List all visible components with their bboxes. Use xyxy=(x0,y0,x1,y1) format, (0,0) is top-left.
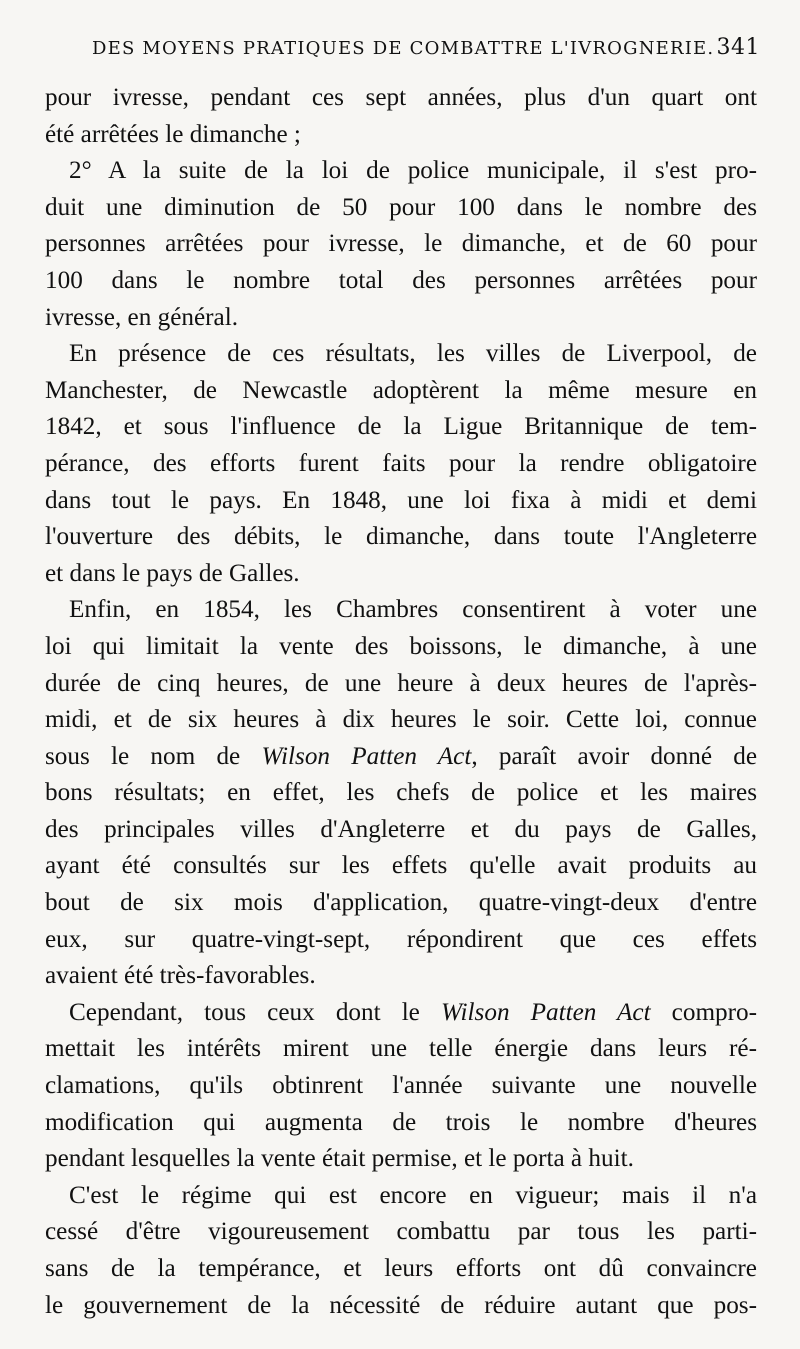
text-line: Enfin, en 1854, les Chambres consentirent à voter une xyxy=(69,596,757,624)
running-head xyxy=(92,35,760,68)
text-line: Manchester, de Newcastle adoptèrent la même mesure en xyxy=(45,376,757,404)
text-line: loi qui limitait la vente des boissons, le dimanche, à une xyxy=(45,632,757,660)
text-line: midi, et de six heures à dix heures le soir. Cette loi, connue xyxy=(45,706,757,734)
body-text xyxy=(45,80,757,1324)
text-line: des principales villes d'Angleterre et du pays de Galles, xyxy=(45,815,757,843)
text-line: avaient été très-favorables. xyxy=(45,962,316,990)
text-line: dans tout le pays. En 1848, une loi fixa à midi et demi xyxy=(45,486,757,514)
text-line: mettait les intérêts mirent une telle énergie dans leurs ré- xyxy=(45,1035,757,1063)
text-line: pérance, des efforts furent faits pour la rendre obligatoire xyxy=(45,449,757,477)
text-line: pour ivresse, pendant ces sept années, plus d'un quart ont xyxy=(45,84,757,111)
italic-act-name: Wilson Patten Act xyxy=(261,742,472,770)
text-line-with-italic xyxy=(45,739,757,776)
text-line: durée de cinq heures, de une heure à deux heures de l'après- xyxy=(45,669,757,697)
text-line: 1842, et sous l'influence de la Ligue Britannique de tem- xyxy=(45,413,757,441)
text-line: été arrêtées le dimanche ; xyxy=(45,120,301,148)
text-line: pendant lesquelles la vente était permise, et le porta à huit. xyxy=(45,1145,634,1173)
text-line: ivresse, en général. xyxy=(45,303,239,331)
text-line: ayant été consultés sur les effets qu'elle avait produits au xyxy=(45,852,757,880)
text-line: C'est le régime qui est encore en vigueur; mais il n'a xyxy=(69,1181,757,1209)
text-fragment: sous le nom de xyxy=(45,742,262,770)
text-fragment: , paraît avoir donné de xyxy=(471,742,757,770)
running-head-title: DES MOYENS PRATIQUES DE COMBATTRE L'IVROGNERIE. xyxy=(92,38,715,59)
text-line: clamations, qu'ils obtinrent l'année suivante une nouvelle xyxy=(45,1072,757,1100)
page-number: 341 xyxy=(716,35,760,60)
italic-act-name: Wilson Patten Act xyxy=(440,998,651,1026)
text-line: sans de la tempérance, et leurs efforts ont dû convaincre xyxy=(45,1255,757,1282)
text-line: 2° A la suite de la loi de police municipale, il s'est pro- xyxy=(69,157,757,185)
text-line: eux, sur quatre-vingt-sept, répondirent que ces effets xyxy=(45,925,757,953)
text-line: bons résultats; en effet, les chefs de police et les maires xyxy=(45,779,757,807)
text-line: et dans le pays de Galles. xyxy=(45,559,300,587)
text-line: 100 dans le nombre total des personnes arrêtées pour xyxy=(45,266,757,294)
text-fragment: compro- xyxy=(650,998,757,1026)
text-line-with-italic xyxy=(45,995,757,1032)
text-fragment: Cependant, tous ceux dont le xyxy=(69,998,441,1026)
text-line: personnes arrêtées pour ivresse, le dimanche, et de 60 pour xyxy=(45,230,757,258)
text-line: cessé d'être vigoureusement combattu par tous les parti- xyxy=(45,1218,757,1246)
text-line: le gouvernement de la nécessité de réduire autant que pos- xyxy=(45,1291,757,1319)
text-line: En présence de ces résultats, les villes de Liverpool, de xyxy=(69,340,757,368)
text-line: modification qui augmenta de trois le nombre d'heures xyxy=(45,1108,757,1136)
text-line: bout de six mois d'application, quatre-vingt-deux d'entre xyxy=(45,889,757,917)
text-line: duit une diminution de 50 pour 100 dans le nombre des xyxy=(45,193,757,221)
text-line: l'ouverture des débits, le dimanche, dans toute l'Angleterre xyxy=(45,523,757,551)
